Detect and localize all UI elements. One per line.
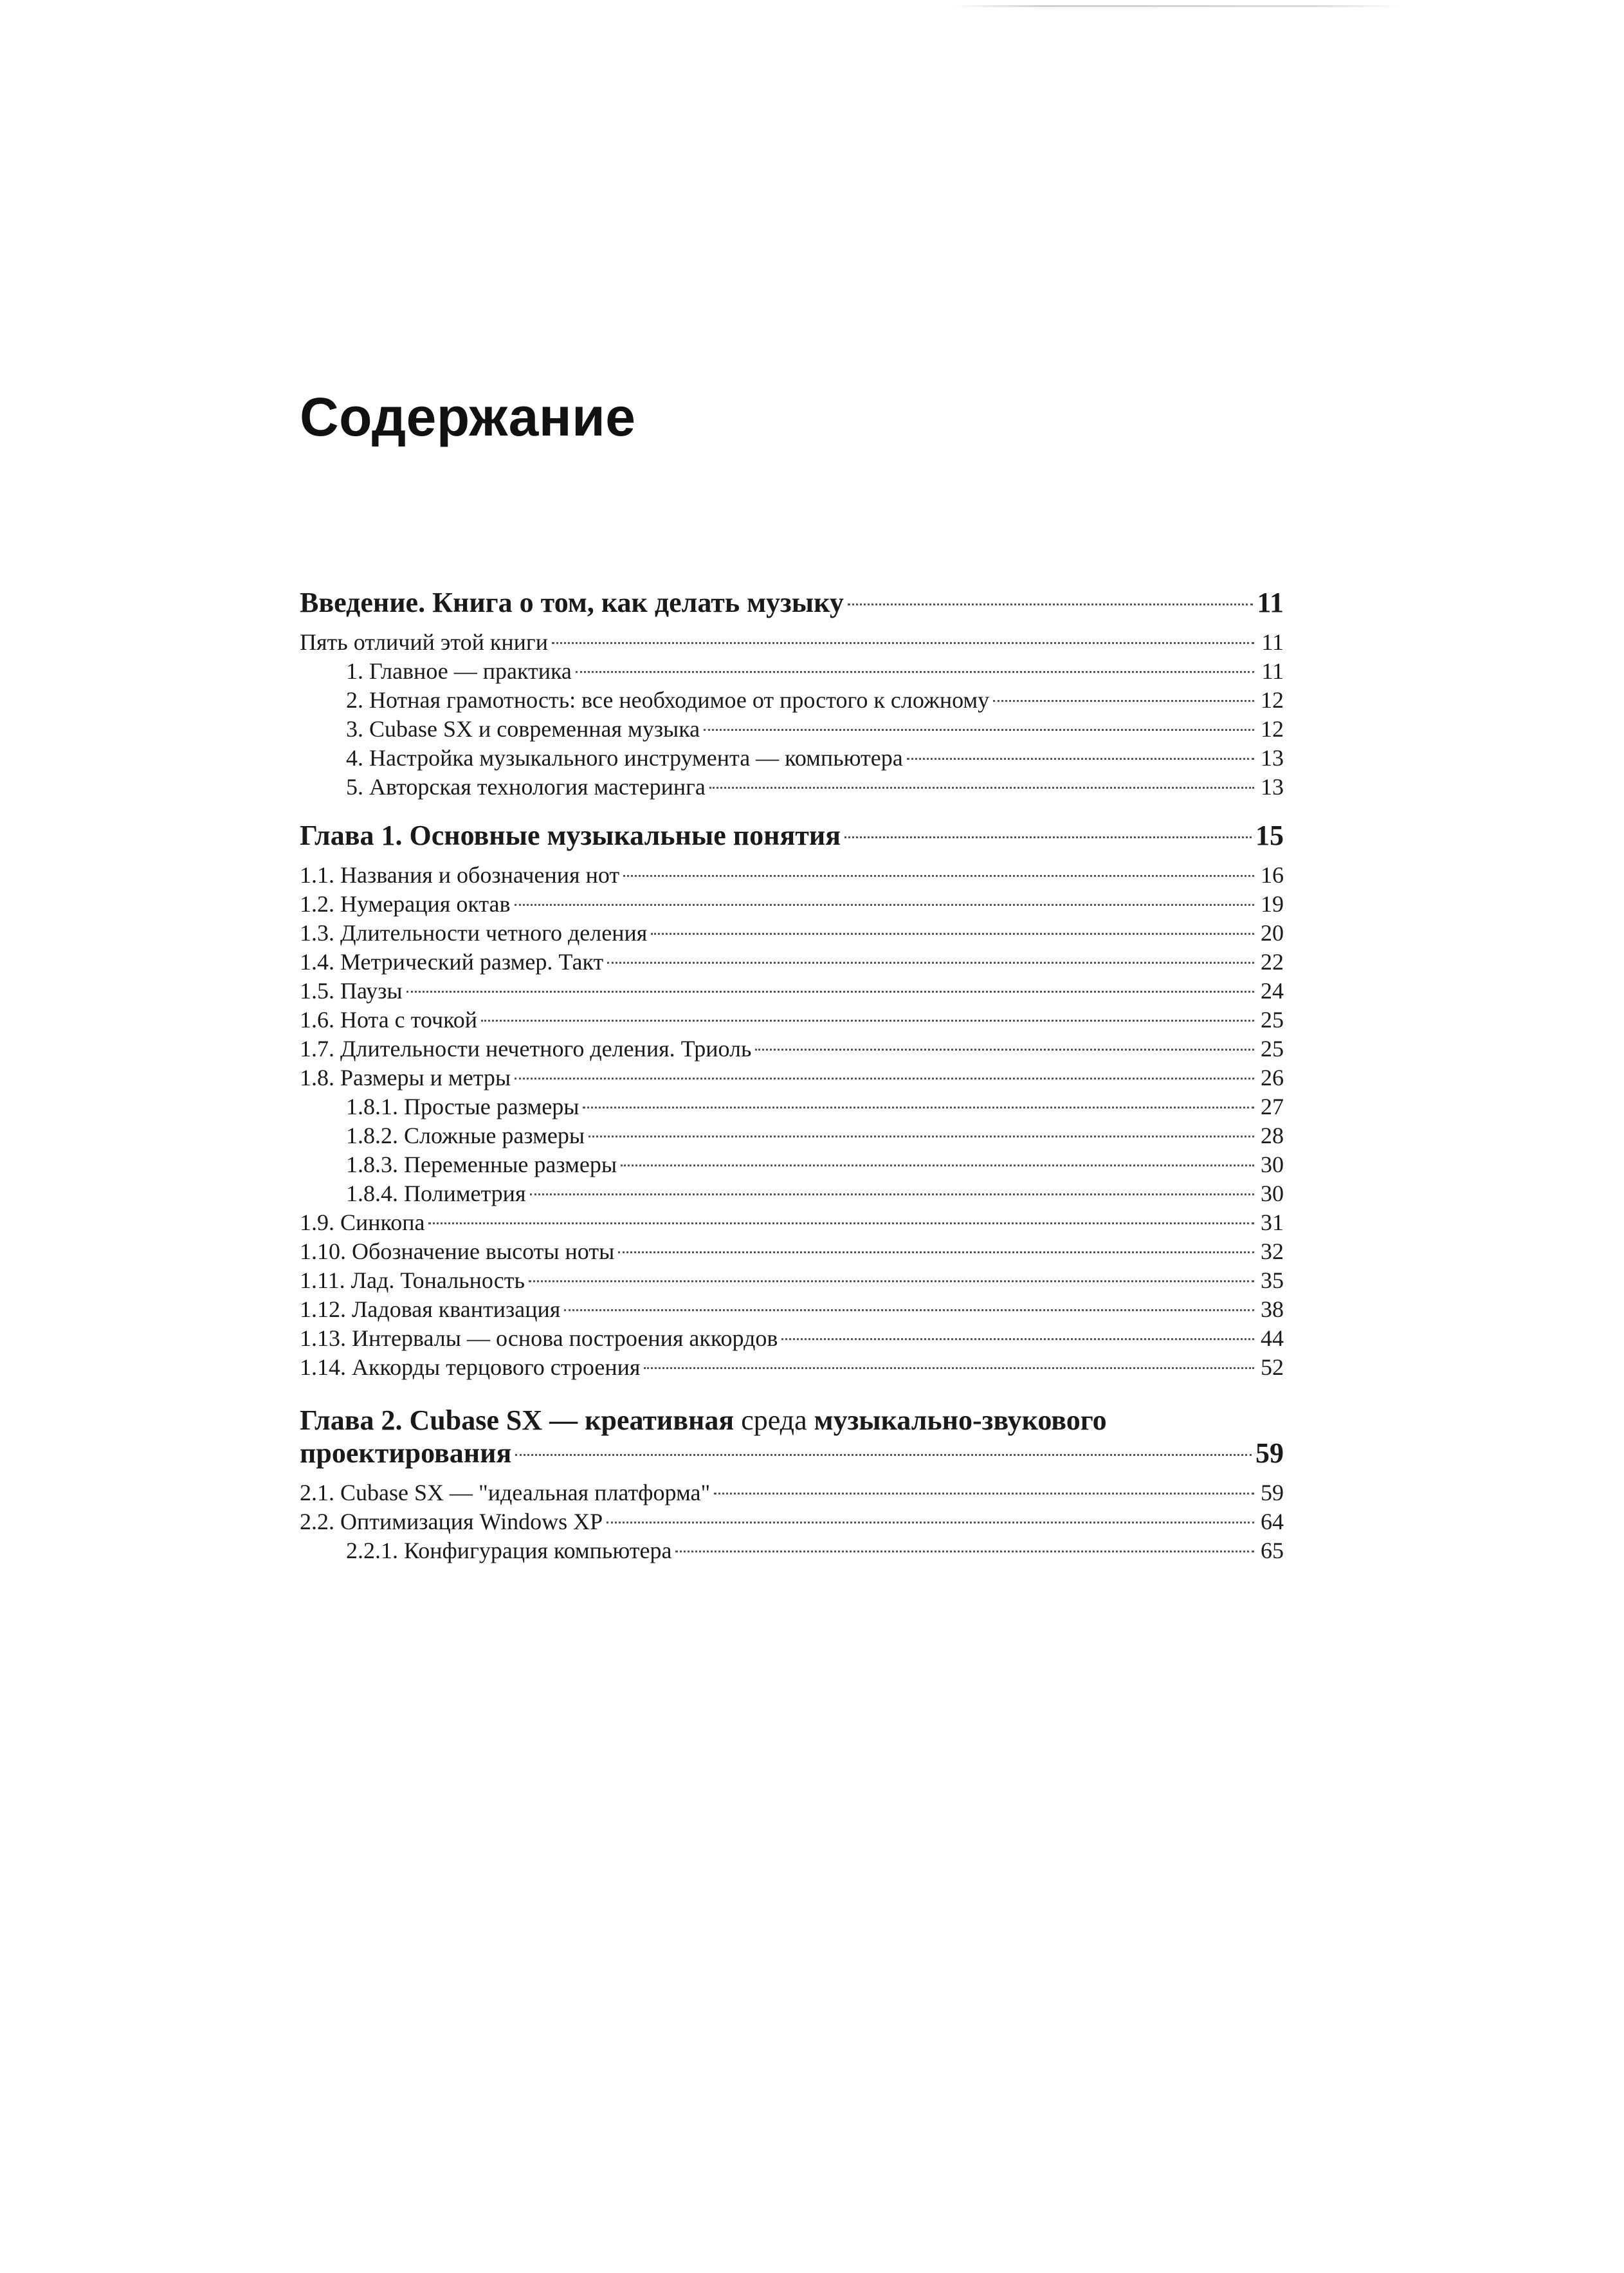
dot-leader [621,1164,1254,1166]
toc-entry[interactable] [300,1063,1284,1092]
toc-entry-label: Пять отличий этой книги [300,629,548,655]
toc-entry-label: 1.4. Метрический размер. Такт [300,949,604,975]
page-title: Содержание [300,387,636,447]
dot-leader [709,787,1254,789]
section-heading-label: Введение. Книга о том, как делать музыку [300,587,844,618]
dot-leader [583,1107,1254,1109]
dot-leader [515,1454,1252,1456]
toc-entry-label: 1.8.2. Сложные размеры [346,1123,585,1148]
page-number: 30 [1261,1181,1284,1206]
dot-leader [515,904,1254,906]
page-number: 25 [1261,1036,1284,1062]
page-number: 12 [1261,687,1284,713]
page-number: 12 [1261,716,1284,742]
dot-leader [530,1193,1254,1195]
page-number: 20 [1261,920,1284,946]
section-heading-line1 [300,1404,1284,1437]
toc-entry-label: 4. Настройка музыкального инструмента — компьютера [346,745,903,771]
page-number: 59 [1255,1437,1284,1469]
page-number: 44 [1261,1325,1284,1351]
toc-entry[interactable] [300,1006,1284,1035]
toc-entry-label: 1. Главное — практика [346,658,572,684]
section-heading-label: проектирования [300,1437,512,1469]
toc-entry[interactable] [300,1237,1284,1266]
toc-entry-label: 2.1. Cubase SX — "идеальная платформа" [300,1480,711,1505]
toc-entry[interactable] [300,744,1284,773]
toc-entry-label: 1.7. Длительности нечетного деления. Триоль [300,1036,752,1062]
toc-entry[interactable] [300,1035,1284,1063]
page-number: 31 [1261,1210,1284,1235]
dot-leader [644,1367,1254,1369]
page-number: 15 [1255,820,1284,851]
toc-entry-label: 2. Нотная грамотность: все необходимое от простого к сложному [346,687,990,713]
page-number: 26 [1261,1065,1284,1090]
dot-leader [576,671,1254,673]
page-number: 59 [1261,1480,1284,1505]
toc-entry-label: 2.2.1. Конфигурация компьютера [346,1538,672,1563]
dot-leader [993,700,1254,702]
toc-entry-label: 1.9. Синкопа [300,1210,425,1235]
dot-leader [428,1222,1254,1224]
toc-entry[interactable] [300,861,1284,890]
dot-leader [618,1251,1254,1253]
toc-entry-label: 3. Cubase SX и современная музыка [346,716,700,742]
toc-entry[interactable] [300,1266,1284,1295]
heading-part: музыкально-звукового [814,1404,1107,1436]
dot-leader [529,1280,1254,1282]
dot-leader [588,1136,1254,1137]
page-number: 64 [1261,1509,1284,1534]
page-number: 65 [1261,1538,1284,1563]
dot-leader [564,1309,1254,1311]
scan-artifact-line [952,5,1402,7]
dot-leader [607,962,1254,964]
toc-entry-label: 1.12. Ладовая квантизация [300,1296,561,1322]
toc-entry-label: 1.3. Длительности четного деления [300,920,648,946]
section-heading[interactable] [300,587,1284,619]
toc-entry[interactable] [300,1507,1284,1536]
dot-leader [515,1078,1254,1080]
section-heading-label: Глава 1. Основные музыкальные понятия [300,820,841,851]
heading-part: среда [741,1404,807,1436]
dot-leader [406,991,1254,993]
toc-entry[interactable] [300,1121,1284,1150]
page-number: 13 [1261,745,1284,771]
toc-entry[interactable] [300,1324,1284,1353]
toc-entry-label: 1.14. Аккорды терцового строения [300,1354,641,1380]
table-of-contents [300,587,1284,1565]
toc-entry[interactable] [300,715,1284,744]
page-number: 11 [1261,629,1284,655]
dot-leader [481,1020,1254,1022]
toc-entry[interactable] [300,1536,1284,1565]
toc-entry[interactable] [300,977,1284,1006]
toc-entry[interactable] [300,657,1284,686]
page-number: 11 [1261,658,1284,684]
toc-entry-label: 1.8.4. Полиметрия [346,1181,526,1206]
toc-entry[interactable] [300,1478,1284,1507]
toc-entry[interactable] [300,1092,1284,1121]
toc-entry-label: 1.6. Нота с точкой [300,1007,478,1033]
page-number: 30 [1261,1152,1284,1177]
toc-entry[interactable] [300,628,1284,657]
page-number: 35 [1261,1267,1284,1293]
dot-leader [552,642,1254,644]
toc-entry-label: 1.2. Нумерация октав [300,891,511,917]
toc-entry-label: 5. Авторская технология мастеринга [346,774,706,800]
toc-entry-label: 1.10. Обозначение высоты ноты [300,1238,615,1264]
toc-entry-label: 1.11. Лад. Тональность [300,1267,525,1293]
dot-leader [848,603,1254,605]
page-number: 22 [1261,949,1284,975]
spacer [300,1469,1284,1478]
toc-entry[interactable] [300,1295,1284,1324]
toc-entry-label: 1.8.3. Переменные размеры [346,1152,617,1177]
toc-entry-label: 1.8.1. Простые размеры [346,1094,579,1119]
toc-entry[interactable] [300,773,1284,802]
dot-leader [844,836,1252,838]
toc-entry-label: 1.8. Размеры и метры [300,1065,511,1090]
toc-entry[interactable] [300,890,1284,919]
dot-leader [675,1551,1254,1552]
dot-leader [651,933,1254,935]
toc-entry-label: 1.1. Названия и обозначения нот [300,862,620,888]
toc-entry[interactable] [300,1179,1284,1208]
heading-part: Глава 2. Cubase SX — креативная [300,1404,734,1436]
toc-entry[interactable] [300,1353,1284,1382]
section-heading[interactable] [300,1404,1284,1469]
toc-entry[interactable] [300,1208,1284,1237]
page-number: 24 [1261,978,1284,1004]
page-number: 28 [1261,1123,1284,1148]
dot-leader [704,729,1254,731]
spacer [300,619,1284,628]
page-number: 27 [1261,1094,1284,1119]
toc-entry-label: 2.2. Оптимизация Windows XP [300,1509,603,1534]
page-number: 11 [1257,587,1284,618]
dot-leader [623,875,1254,877]
dot-leader [714,1493,1254,1495]
toc-entry[interactable] [300,919,1284,948]
spacer [300,852,1284,861]
toc-entry[interactable] [300,948,1284,977]
page-number: 52 [1261,1354,1284,1380]
page-number: 32 [1261,1238,1284,1264]
dot-leader [907,758,1254,760]
page-number: 16 [1261,862,1284,888]
dot-leader [607,1522,1254,1523]
toc-entry[interactable] [300,686,1284,715]
toc-entry-label: 1.13. Интервалы — основа построения аккордов [300,1325,778,1351]
page-number: 13 [1261,774,1284,800]
section-heading[interactable] [300,820,1284,852]
toc-entry[interactable] [300,1150,1284,1179]
dot-leader [755,1049,1254,1051]
dot-leader [781,1338,1254,1340]
toc-entry-label: 1.5. Паузы [300,978,403,1004]
page-number: 25 [1261,1007,1284,1033]
page-number: 19 [1261,891,1284,917]
page-number: 38 [1261,1296,1284,1322]
section-heading-line2 [300,1437,1284,1469]
